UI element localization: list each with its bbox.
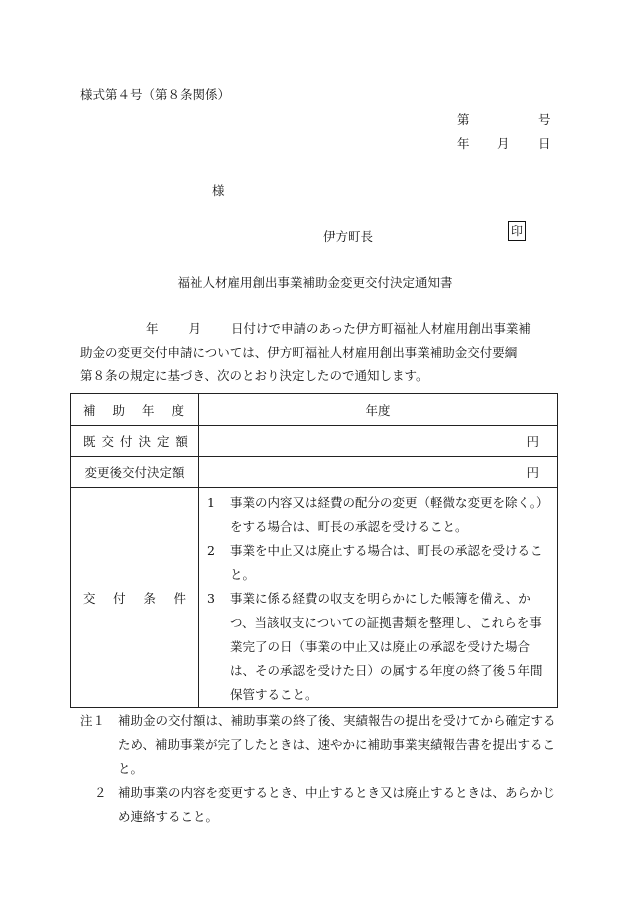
body-line-2: 助金の変更交付申請については、伊方町福祉人材雇用創出事業補助金交付要綱 [80,344,518,360]
label-char: 件 [173,590,186,606]
body-year-label: 年 [146,321,159,336]
document-title: 福祉人材雇用創出事業補助金変更交付決定通知書 [177,275,453,290]
list-item [80,781,560,829]
form-number: 様式第４号（第８条関係） [80,87,231,102]
table-row [71,488,558,708]
changed-grant-value: 円 [199,457,558,488]
condition-number: 3 [207,591,215,606]
label-char: 定 [156,434,170,449]
body-month-label: 月 [188,321,202,336]
note-text: 補助金の交付額は、補助事業の終了後、実績報告の提出を受けてから確定するため、補助事業が完了したときは、速やかに補助事業実績報告書を提出すること。 [118,713,556,776]
label-char: 額 [175,434,188,449]
table-row [71,426,558,457]
label-char: 決 [138,434,151,449]
date-year-label: 年 [457,136,470,151]
addressee-honorific: 様 [212,183,225,198]
existing-grant-value: 円 [199,426,558,457]
label-text: 変更後交付決定額 [84,465,185,480]
list-item [207,491,549,539]
condition-text: 事業を中止又は廃止する場合は、町長の承認を受けること。 [230,543,543,582]
label-char: 補 [83,402,96,418]
changed-grant-label [71,457,199,488]
table-row [71,394,558,426]
note-number: 注１ [80,713,106,728]
condition-text: 事業に係る経費の収支を明らかにした帳簿を備え、かつ、当該収支についての証拠書類を整理し、これらを事業完了の日（事業の中止又は廃止の承認を受けた場合は、その承認を受けた日）の属する年度の終了後５年間保管すること。 [230,591,543,702]
doc-number-suffix: 号 [538,112,551,127]
condition-text: 事業の内容又は経費の配分の変更（軽微な変更を除く。）をする場合は、町長の承認を受けること。 [230,495,549,534]
list-item [207,587,549,707]
label-char: 助 [112,402,125,418]
body-paragraph [80,317,560,388]
subsidy-year-value: 年度 [199,394,558,426]
condition-number: 2 [207,543,215,558]
existing-grant-label [71,426,199,457]
label-char: 交 [83,590,96,606]
list-item [207,539,549,587]
list-item [80,709,560,781]
decision-table [70,393,558,708]
label-char: 交 [101,434,114,449]
body-line-1 [80,317,560,341]
date-day-label: 日 [538,136,551,151]
condition-number: 1 [207,495,215,510]
notes-section [80,709,560,829]
table-row [71,457,558,488]
label-char: 年 [141,402,155,418]
grant-conditions-list [199,488,558,708]
subsidy-year-label [71,394,199,426]
note-number: ２ [94,785,107,800]
body-line-3: 第８条の規定に基づき、次のとおり決定したので通知します。 [80,368,429,383]
label-char: 付 [113,590,126,606]
label-char: 条 [143,590,156,606]
date-month-label: 月 [497,136,510,151]
label-char: 既 [83,434,96,449]
doc-number-prefix: 第 [457,112,470,127]
seal-mark: 印 [508,221,526,241]
label-char: 付 [119,434,133,449]
body-line-1-text: 日付けで申請のあった伊方町福祉人材雇用創出事業補 [231,321,531,336]
label-char: 度 [171,402,184,418]
issuer-mayor: 伊方町長 [323,229,374,244]
grant-conditions-label [71,488,199,708]
note-text: 補助事業の内容を変更するとき、中止するとき又は廃止するときは、あらかじめ連絡すること。 [118,785,556,824]
